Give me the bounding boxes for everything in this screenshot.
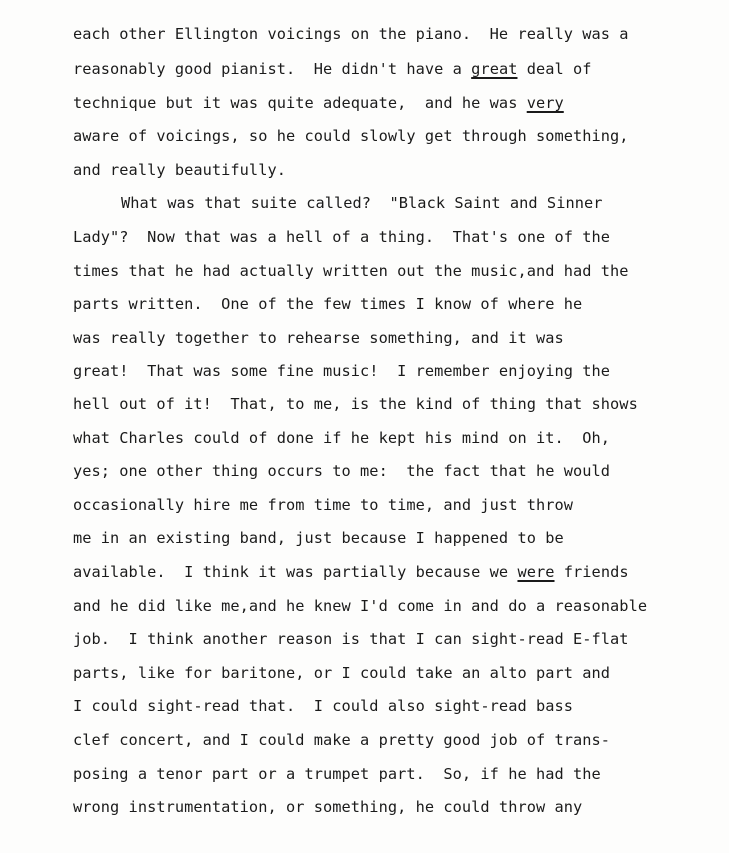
text-line [73, 227, 610, 247]
text-line [73, 730, 610, 750]
text-line [73, 764, 601, 784]
text-line [73, 696, 573, 716]
text-segment: each other Ellington voicings on the piano. He really was a [73, 25, 629, 43]
text-line [73, 428, 610, 448]
text-segment: posing a tenor part or a trumpet part. So, if he had the [73, 765, 601, 783]
text-line [73, 663, 610, 683]
text-segment: friends [554, 563, 629, 581]
underlined-word: very [526, 94, 564, 112]
text-segment: Lady"? Now that was a hell of a thing. That's one of the [73, 228, 611, 246]
text-line [73, 59, 592, 79]
text-line [73, 495, 573, 515]
text-line [73, 461, 610, 481]
text-segment: parts, like for baritone, or I could take an alto part and [73, 664, 611, 682]
text-segment: occasionally hire me from time to time, and just throw [73, 496, 574, 514]
text-line [121, 193, 603, 213]
text-line [73, 528, 564, 548]
text-segment: job. I think another reason is that I can sight-read E-flat [73, 630, 629, 648]
text-segment: aware of voicings, so he could slowly get through something, [73, 127, 629, 145]
text-line [73, 562, 629, 582]
underlined-word: great [471, 60, 518, 78]
text-line [73, 261, 629, 281]
text-line [73, 294, 582, 314]
text-segment: reasonably good pianist. He didn't have a [73, 60, 472, 78]
text-segment: great! That was some fine music! I remember enjoying the [73, 362, 611, 380]
text-segment: technique but it was quite adequate, and he was [73, 94, 527, 112]
underlined-word: were [517, 563, 555, 581]
text-segment: what Charles could of done if he kept his mind on it. Oh, [73, 429, 611, 447]
text-segment: deal of [517, 60, 592, 78]
text-line [73, 629, 629, 649]
text-line [73, 93, 564, 113]
text-segment: I could sight-read that. I could also sight-read bass [73, 697, 574, 715]
text-line [73, 596, 647, 616]
text-segment: and he did like me,and he knew I'd come in and do a reasonable [73, 597, 648, 615]
text-segment: was really together to rehearse something, and it was [73, 329, 564, 347]
text-segment: wrong instrumentation, or something, he could throw any [73, 798, 583, 816]
text-segment: hell out of it! That, to me, is the kind of thing that shows [73, 395, 638, 413]
text-segment: What was that suite called? "Black Saint and Sinner [121, 194, 603, 212]
text-segment: clef concert, and I could make a pretty good job of trans- [73, 731, 611, 749]
text-segment: parts written. One of the few times I know of where he [73, 295, 583, 313]
text-line [73, 361, 610, 381]
text-line [73, 328, 564, 348]
text-line [73, 394, 638, 414]
text-line [73, 797, 582, 817]
text-segment: available. I think it was partially because we [73, 563, 518, 581]
text-segment: yes; one other thing occurs to me: the fact that he would [73, 462, 611, 480]
text-segment: me in an existing band, just because I happened to be [73, 529, 564, 547]
text-line [73, 126, 629, 146]
text-line [73, 160, 286, 180]
text-segment: times that he had actually written out the music,and had the [73, 262, 629, 280]
text-segment: and really beautifully. [73, 161, 286, 179]
text-line [73, 24, 629, 44]
